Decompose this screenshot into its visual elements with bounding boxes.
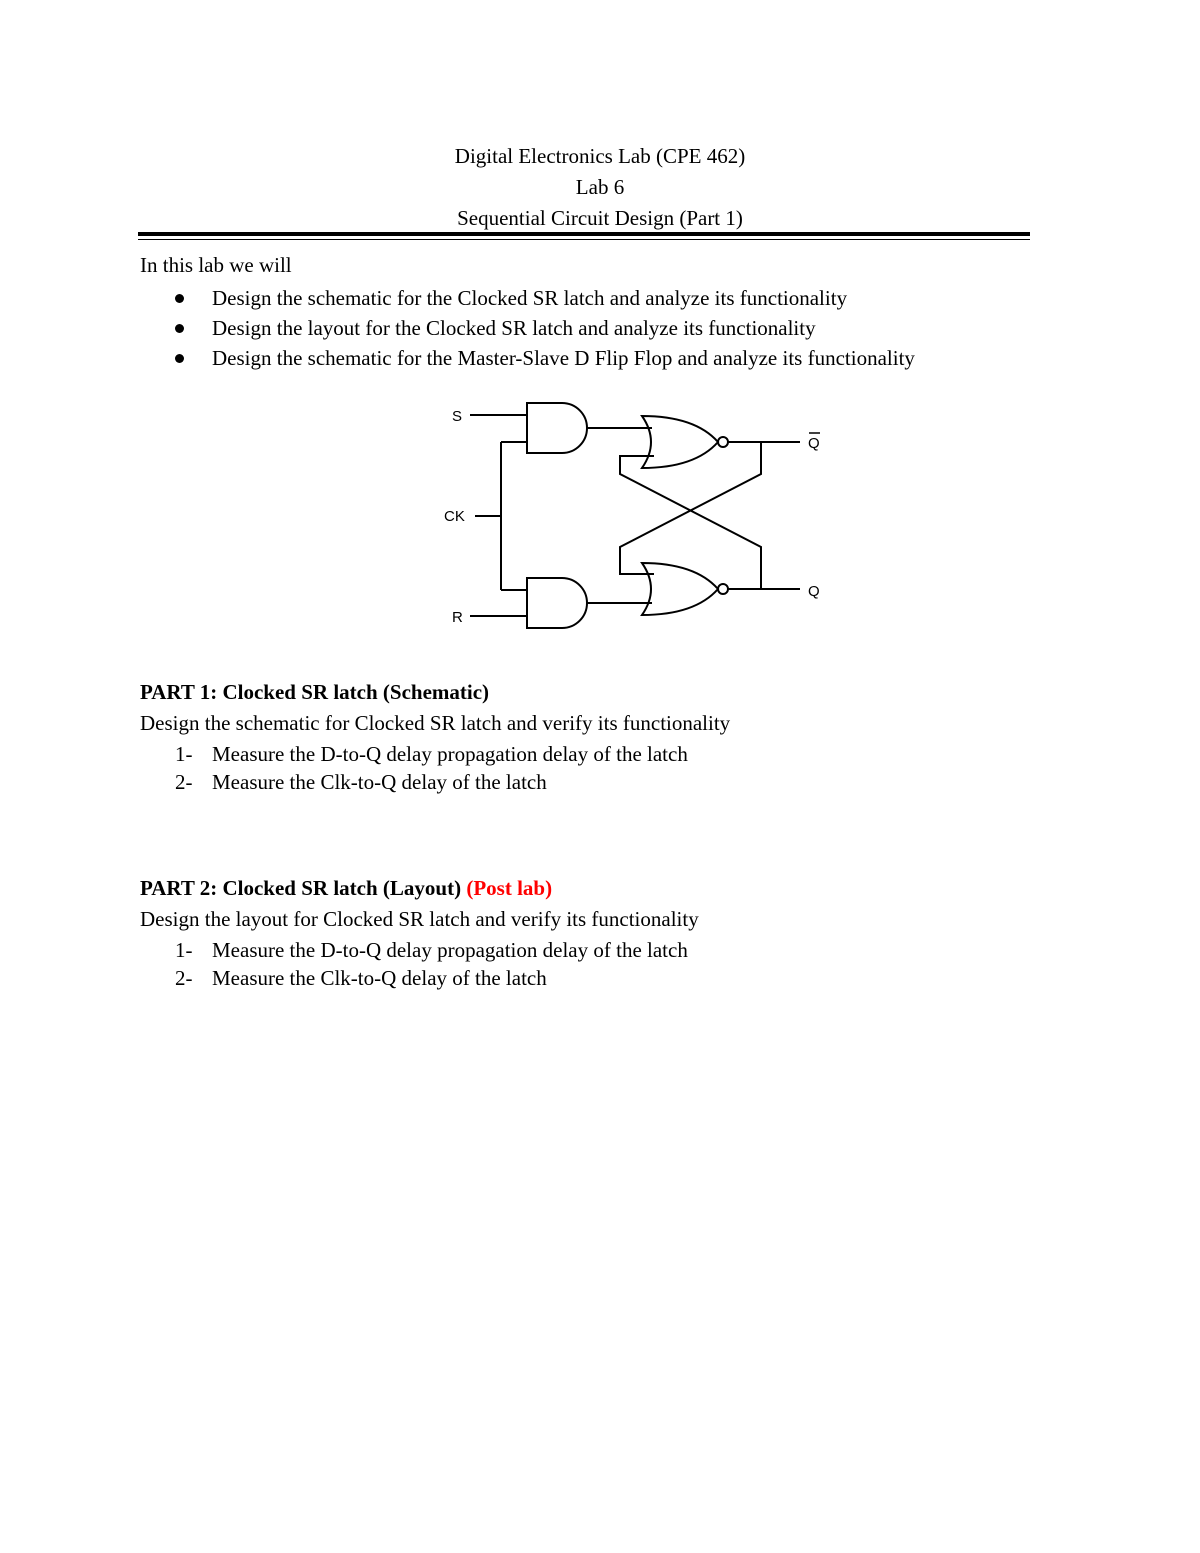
- header-rule-thin: [138, 239, 1030, 240]
- bullet-dot: [175, 324, 184, 333]
- wire-feedback-q: [620, 456, 761, 589]
- nor-gate-bottom: [642, 563, 718, 615]
- nor-gate-top: [642, 416, 718, 468]
- bullet-dot: [175, 294, 184, 303]
- part2-item-2-text: Measure the Clk-to-Q delay of the latch: [212, 966, 547, 990]
- label-q: Q: [808, 583, 820, 600]
- part2-heading-row: [140, 875, 552, 901]
- intro-bullet-2: Design the layout for the Clocked SR latch and analyze its functionality: [212, 316, 816, 340]
- part2-item-1-text: Measure the D-to-Q delay propagation delay of the latch: [212, 938, 688, 962]
- intro-lead: In this lab we will: [140, 253, 292, 277]
- nor-bottom-bubble: [718, 584, 728, 594]
- label-r: R: [452, 609, 463, 626]
- part2-item-1-number: 1-: [175, 938, 193, 962]
- post-lab-note: (Post lab): [466, 876, 553, 900]
- nor-top-bubble: [718, 437, 728, 447]
- and-gate-bottom: [527, 578, 587, 628]
- part1-item-1-number: 1-: [175, 742, 193, 766]
- bullet-dot: [175, 354, 184, 363]
- part1-item-2-text: Measure the Clk-to-Q delay of the latch: [212, 770, 547, 794]
- part1-item-2-number: 2-: [175, 770, 193, 794]
- part1-heading: PART 1: Clocked SR latch (Schematic): [140, 680, 490, 704]
- lab-number: Lab 6: [575, 175, 625, 199]
- lab-title: Sequential Circuit Design (Part 1): [457, 206, 743, 230]
- label-ck: CK: [444, 508, 465, 525]
- part2-description: Design the layout for Clocked SR latch and verify its functionality: [140, 907, 699, 931]
- label-s: S: [452, 408, 463, 425]
- intro-bullet-1: Design the schematic for the Clocked SR latch and analyze its functionality: [212, 286, 848, 310]
- label-qbar: Q: [808, 435, 820, 452]
- intro-bullet-3: Design the schematic for the Master-Slave D Flip Flop and analyze its functionality: [212, 346, 915, 370]
- and-gate-top: [527, 403, 587, 453]
- part1-item-1-text: Measure the D-to-Q delay propagation delay of the latch: [212, 742, 688, 766]
- course-title: Digital Electronics Lab (CPE 462): [454, 144, 746, 168]
- header-rule-thick: [138, 232, 1030, 236]
- wire-feedback-qbar: [620, 442, 761, 574]
- clocked-sr-latch-diagram: [430, 390, 840, 640]
- part2-item-2-number: 2-: [175, 966, 193, 990]
- part2-heading: PART 2: Clocked SR latch (Layout): [140, 876, 462, 900]
- part1-description: Design the schematic for Clocked SR latch and verify its functionality: [140, 711, 731, 735]
